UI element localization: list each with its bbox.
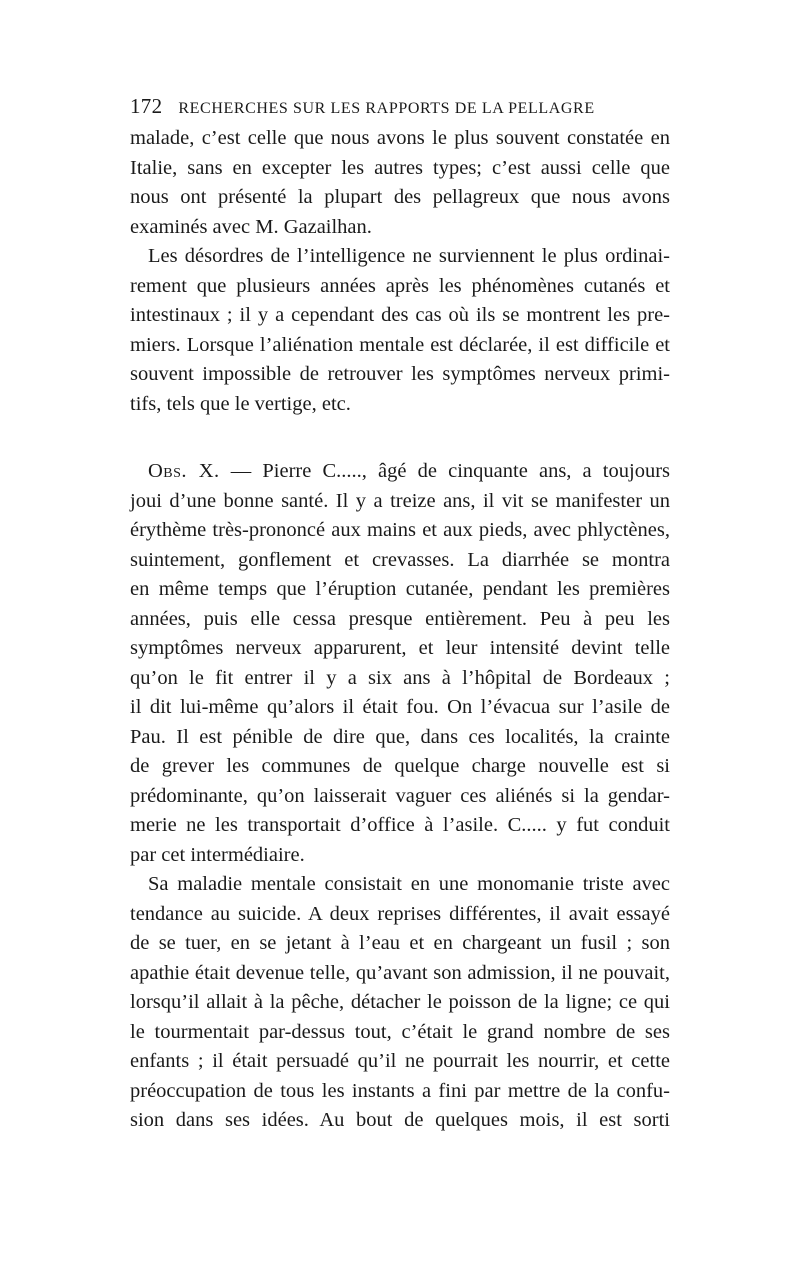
text-line: tifs, tels que le vertige, etc.	[130, 392, 351, 415]
text-line: tendance au suicide. A deux reprises différentes, il avait essayé	[130, 902, 670, 925]
text-line: joui d’une bonne santé. Il y a treize ans, il vit se manifester un	[130, 489, 670, 512]
text-line: Italie, sans en excepter les autres types; c’est aussi celle que	[130, 156, 670, 179]
text-line: intestinaux ; il y a cependant des cas où ils se montrent les pre-	[130, 304, 670, 326]
paragraph	[130, 124, 670, 242]
text-line: Pau. Il est pénible de dire que, dans ces localités, la crainte	[130, 725, 670, 748]
text-line: lorsqu’il allait à la pêche, détacher le poisson de la ligne; ce qui	[130, 991, 670, 1013]
body-text	[130, 124, 670, 1136]
text-line: nous ont présenté la plupart des pellagreux que nous avons	[130, 186, 670, 208]
text-line: années, puis elle cessa presque entièrement. Peu à peu les	[130, 607, 670, 630]
text-line: prédominante, qu’on laisserait vaguer ces aliénés si la gendar-	[130, 784, 670, 807]
text-line: préoccupation de tous les instants a fini par mettre de la confu-	[130, 1079, 670, 1102]
text-line: suintement, gonflement et crevasses. La diarrhée se montra	[130, 548, 670, 571]
page-number: 172	[130, 94, 163, 118]
text-line: qu’on le fit entrer il y a six ans à l’hôpital de Bordeaux ;	[130, 666, 670, 689]
text-line: érythème très-prononcé aux mains et aux pieds, avec phlyctènes,	[130, 519, 670, 541]
text-line: il dit lui-même qu’alors il était fou. On l’évacua sur l’asile de	[130, 696, 670, 718]
text-line: sion dans ses idées. Au bout de quelques mois, il est sorti	[130, 1109, 670, 1131]
section-gap	[130, 419, 670, 457]
text-line: de grever les communes de quelque charge nouvelle est si	[130, 755, 670, 777]
paragraph	[130, 870, 670, 1136]
paragraph	[130, 242, 670, 419]
text-line: souvent impossible de retrouver les symptômes nerveux primi-	[130, 363, 670, 385]
text-line: symptômes nerveux apparurent, et leur intensité devint telle	[130, 637, 670, 659]
text-line: rement que plusieurs années après les phénomènes cutanés et	[130, 274, 670, 297]
text-line: miers. Lorsque l’aliénation mentale est déclarée, il est difficile et	[130, 333, 670, 356]
text-line: malade, c’est celle que nous avons le plus souvent constatée en	[130, 127, 670, 149]
text-line	[130, 457, 670, 487]
text-line: merie ne les transportait d’office à l’asile. C..... y fut conduit	[130, 814, 670, 836]
observation-paragraph	[130, 457, 670, 870]
text-line: Sa maladie mentale consistait en une monomanie triste avec	[148, 873, 670, 895]
text-line: de se tuer, en se jetant à l’eau et en chargeant un fusil ; son	[130, 932, 670, 954]
running-title: RECHERCHES SUR LES RAPPORTS DE LA PELLAGRE	[178, 100, 595, 117]
text-line: par cet intermédiaire.	[130, 843, 305, 866]
running-header	[130, 92, 670, 120]
text-line: apathie était devenue telle, qu’avant son admission, il ne pouvait,	[130, 961, 670, 984]
observation-label: Obs. X.	[148, 460, 220, 482]
text-line: le tourmentait par-dessus tout, c’était le grand nombre de ses	[130, 1020, 670, 1043]
text-line: examinés avec M. Gazailhan.	[130, 215, 372, 238]
text-line: enfants ; il était persuadé qu’il ne pourrait les nourrir, et cette	[130, 1050, 670, 1072]
observation-intro: — Pierre C....., âgé de cinquante ans, a toujours	[219, 460, 670, 482]
text-line: en même temps que l’éruption cutanée, pendant les premières	[130, 578, 670, 600]
text-line: Les désordres de l’intelligence ne surviennent le plus ordinai-	[148, 245, 670, 267]
